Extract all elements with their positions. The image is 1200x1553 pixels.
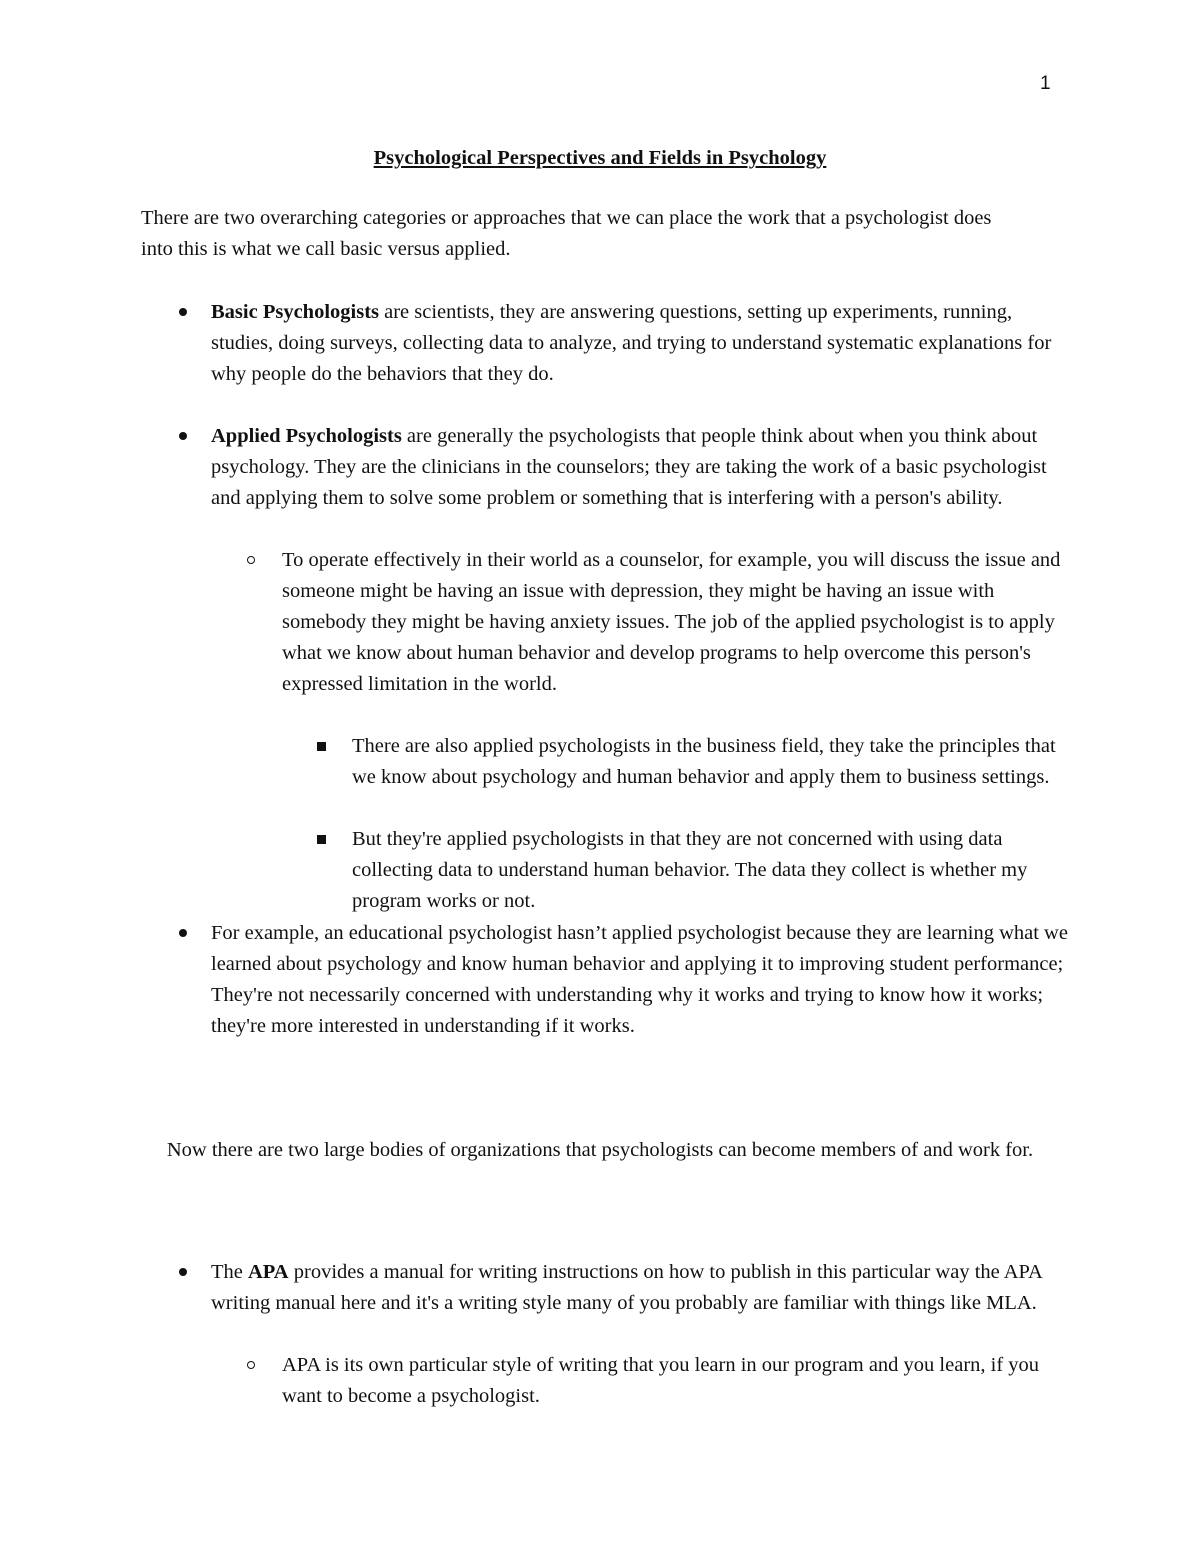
document-title: Psychological Perspectives and Fields in Psychology [373, 147, 827, 169]
applied-psychologists-item [211, 421, 1071, 514]
applied-subsubitem-concern [352, 824, 1072, 917]
organizations-paragraph: Now there are two large bodies of organizations that psychologists can become members of and work for. [166, 1139, 1034, 1161]
apa-subitem [282, 1350, 1072, 1412]
example-item [211, 918, 1071, 1042]
bullet-square-icon [317, 742, 326, 751]
basic-term: Basic Psychologists [211, 301, 379, 323]
bullet-dot-icon [179, 1268, 187, 1276]
apa-subitem-text: APA is its own particular style of writing that you learn in our program and you learn, if you want to become a psychologist. [282, 1354, 1040, 1407]
applied-subsubitem-business [352, 731, 1072, 793]
basic-psychologists-item [211, 297, 1071, 390]
basic-text: are scientists, they are answering questions, setting up experiments, running, studies, doing surveys, collecting data to analyze, and trying to understand systematic explanations for why people do the behaviors that they do. [211, 301, 1052, 385]
applied-subitem-text: To operate effectively in their world as a counselor, for example, you will discuss the issue and someone might be having an issue with depression, they might be having an issue with somebody they might be having anxiety issues. The job of the applied psychologist is to apply what we know about human behavior and develop programs to help overcome this person's expressed limitation in the world. [282, 549, 1061, 695]
apa-text: provides a manual for writing instructions on how to publish in this particular way the APA writing manual here and it's a writing style many of you probably are familiar with things like MLA. [211, 1261, 1042, 1314]
bullet-circle-icon [247, 556, 255, 564]
concern-text: But they're applied psychologists in that they are not concerned with using data collecting data to understand human behavior. The data they collect is whether my program works or not. [352, 828, 1028, 912]
bullet-circle-icon [247, 1361, 255, 1369]
bullet-dot-icon [179, 308, 187, 316]
page-number: 1 [1040, 73, 1051, 94]
applied-term: Applied Psychologists [211, 425, 402, 447]
apa-term: APA [248, 1261, 289, 1283]
applied-text: are generally the psychologists that people think about when you think about psychology. They are the clinicians in the counselors; they are taking the work of a basic psychologist and applying them to solve some problem or something that is interfering with a person's ability. [211, 425, 1047, 509]
applied-subitem-counselor [282, 545, 1072, 700]
intro-paragraph: There are two overarching categories or approaches that we can place the work that a psychologist does into this is what we call basic versus applied. [141, 207, 992, 260]
bullet-dot-icon [179, 929, 187, 937]
bullet-square-icon [317, 835, 326, 844]
apa-item [211, 1257, 1071, 1319]
apa-prefix: The [211, 1261, 248, 1283]
bullet-dot-icon [179, 432, 187, 440]
business-text: There are also applied psychologists in the business field, they take the principles that we know about psychology and human behavior and apply them to business settings. [352, 735, 1056, 788]
example-text: For example, an educational psychologist hasn’t applied psychologist because they are learning what we learned about psychology and know human behavior and applying it to improving student performance; They're not necessarily concerned with understanding why it works and trying to know how it works; they're more interested in understanding if it works. [211, 922, 1068, 1037]
